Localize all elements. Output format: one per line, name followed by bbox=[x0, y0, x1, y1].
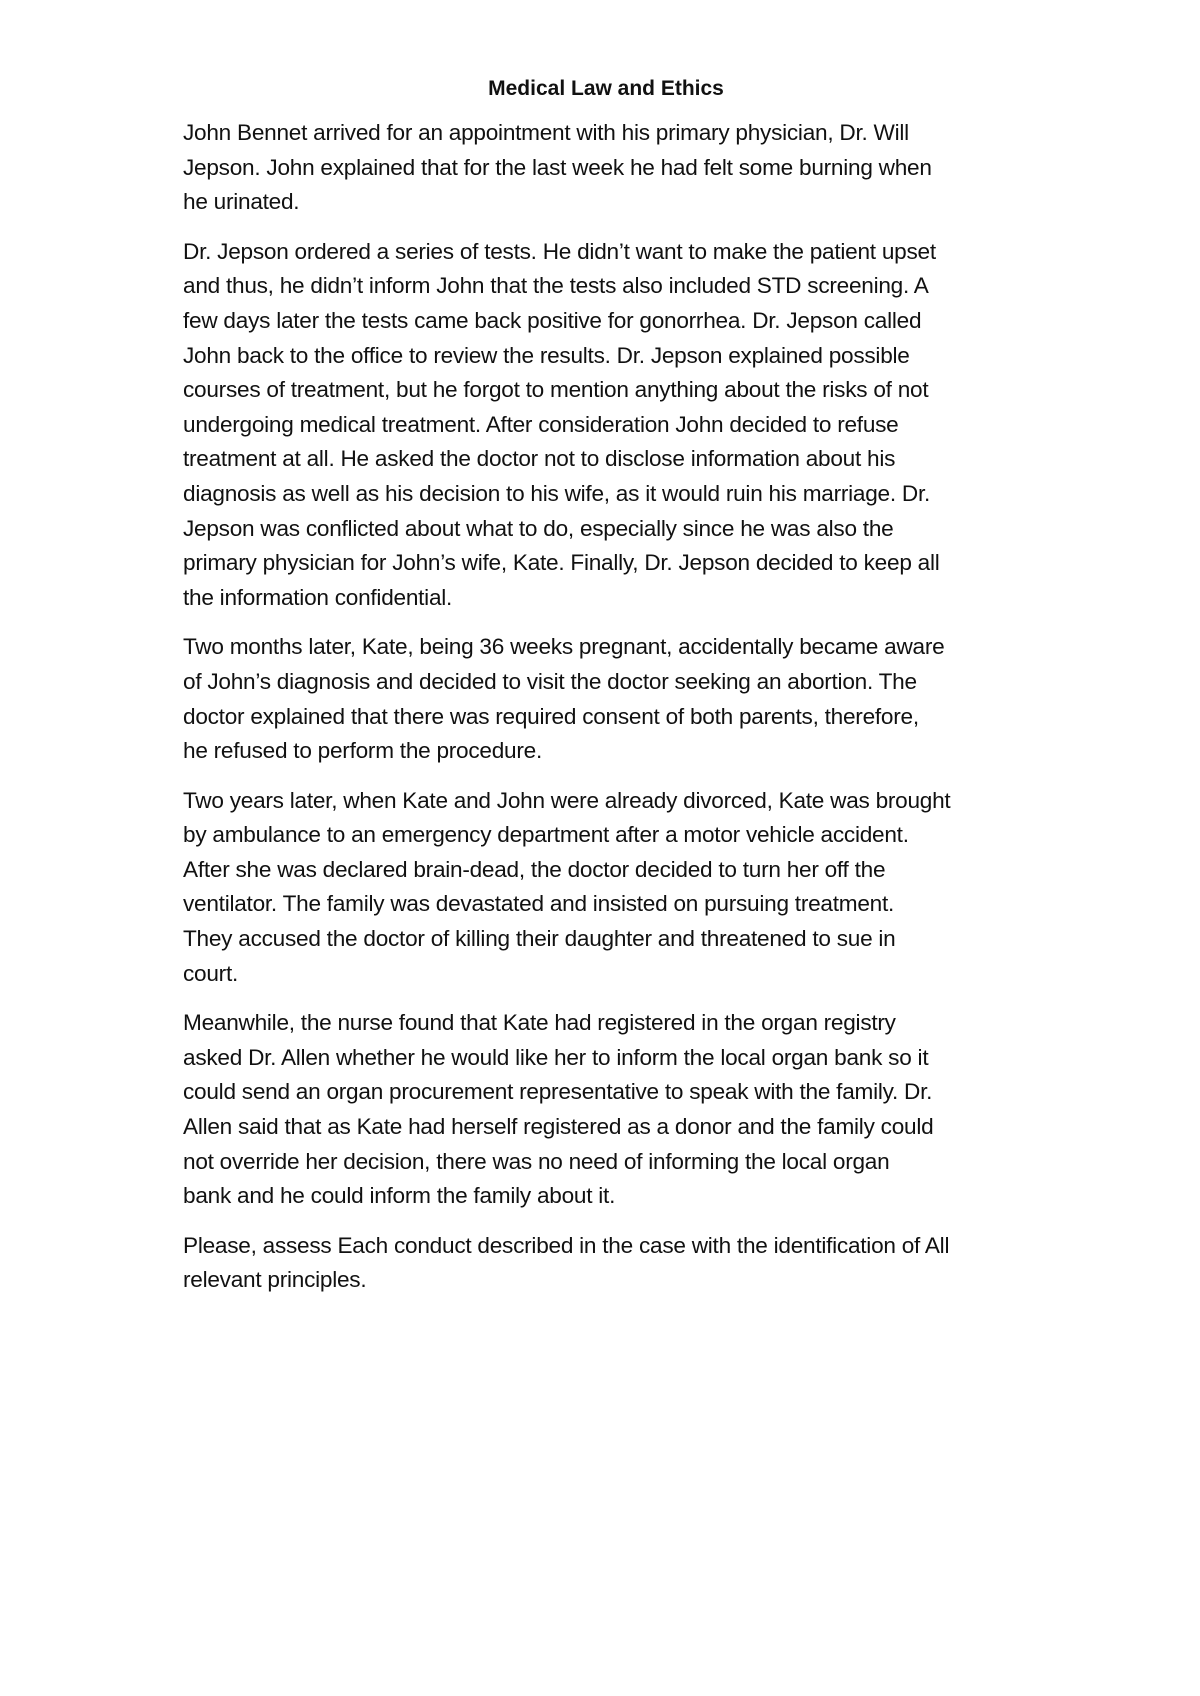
text-line: he urinated. bbox=[183, 189, 300, 215]
text-line: bank and he could inform the family about it. bbox=[183, 1183, 616, 1209]
paragraph-6 bbox=[183, 1229, 1043, 1298]
text-line: diagnosis as well as his decision to his wife, as it would ruin his marriage. Dr. bbox=[183, 480, 931, 506]
text-line: Jepson. John explained that for the last week he had felt some burning when bbox=[183, 154, 932, 180]
text-line: could send an organ procurement representative to speak with the family. Dr. bbox=[183, 1079, 933, 1105]
text-line: courses of treatment, but he forgot to mention anything about the risks of not bbox=[183, 377, 929, 403]
text-line: John Bennet arrived for an appointment with his primary physician, Dr. Will bbox=[183, 120, 909, 145]
text-line: few days later the tests came back positive for gonorrhea. Dr. Jepson called bbox=[183, 307, 922, 333]
text-line: he refused to perform the procedure. bbox=[183, 738, 542, 764]
text-line: Allen said that as Kate had herself registered as a donor and the family could bbox=[183, 1114, 934, 1140]
text-line: Meanwhile, the nurse found that Kate had registered in the organ registry bbox=[183, 1010, 896, 1036]
text-line: primary physician for John’s wife, Kate. Finally, Dr. Jepson decided to keep all bbox=[183, 550, 940, 576]
text-line: doctor explained that there was required consent of both parents, therefore, bbox=[183, 703, 919, 729]
paragraph-4 bbox=[183, 784, 1043, 992]
document-title: Medical Law and Ethics bbox=[488, 77, 724, 100]
text-line: relevant principles. bbox=[183, 1267, 367, 1293]
text-line: After she was declared brain-dead, the doctor decided to turn her off the bbox=[183, 856, 886, 882]
text-line: not override her decision, there was no need of informing the local organ bbox=[183, 1148, 890, 1174]
text-line: Dr. Jepson ordered a series of tests. He didn’t want to make the patient upset bbox=[183, 238, 936, 264]
text-line: They accused the doctor of killing their daughter and threatened to sue in bbox=[183, 926, 896, 952]
text-line: ventilator. The family was devastated and insisted on pursuing treatment. bbox=[183, 891, 895, 917]
text-line: the information confidential. bbox=[183, 584, 453, 610]
text-line: John back to the office to review the results. Dr. Jepson explained possible bbox=[183, 342, 910, 368]
text-line: Jepson was conflicted about what to do, especially since he was also the bbox=[183, 515, 894, 541]
text-line: court. bbox=[183, 960, 239, 986]
text-line: by ambulance to an emergency department after a motor vehicle accident. bbox=[183, 822, 909, 848]
paragraph-2 bbox=[183, 235, 1043, 616]
document-content bbox=[183, 72, 1043, 1313]
text-line: treatment at all. He asked the doctor not to disclose information about his bbox=[183, 446, 896, 472]
paragraph-3 bbox=[183, 630, 1043, 768]
paragraph-5 bbox=[183, 1006, 1043, 1214]
text-line: and thus, he didn’t inform John that the tests also included STD screening. A bbox=[183, 273, 929, 299]
text-line: undergoing medical treatment. After consideration John decided to refuse bbox=[183, 411, 899, 437]
text-line: Two years later, when Kate and John were already divorced, Kate was brought bbox=[183, 787, 951, 813]
text-line: of John’s diagnosis and decided to visit the doctor seeking an abortion. The bbox=[183, 668, 917, 694]
text-line: Please, assess Each conduct described in the case with the identification of All bbox=[183, 1232, 950, 1258]
paragraph-1 bbox=[183, 116, 1043, 220]
text-line: asked Dr. Allen whether he would like her to inform the local organ bank so it bbox=[183, 1044, 929, 1070]
text-line: Two months later, Kate, being 36 weeks pregnant, accidentally became aware bbox=[183, 634, 945, 660]
